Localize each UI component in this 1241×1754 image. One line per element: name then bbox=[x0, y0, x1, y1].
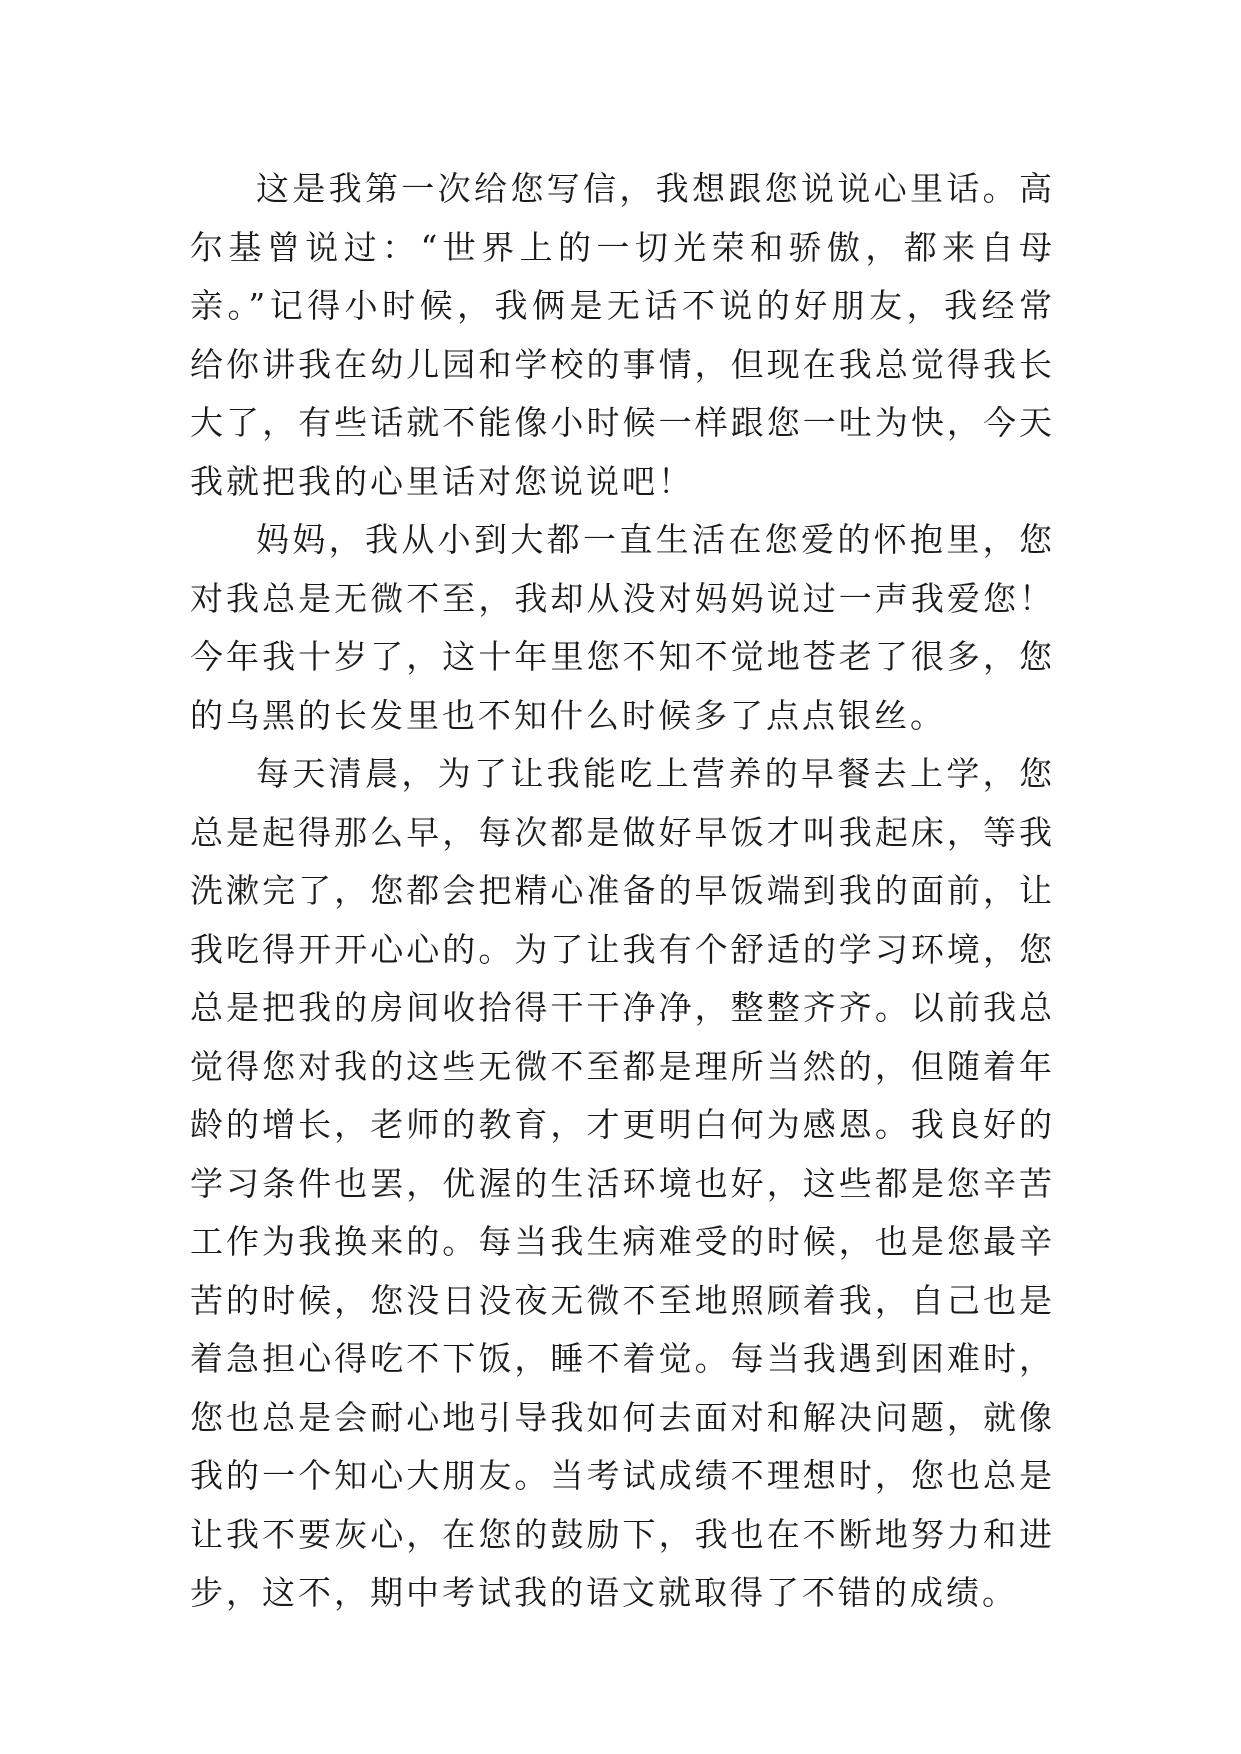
paragraph-3: 每天清晨，为了让我能吃上营养的早餐去上学，您总是起得那么早，每次都是做好早饭才叫我起床，等我洗漱完了，您都会把精心准备的早饭端到我的面前，让我吃得开开心心的。为了让我有个舒适的学习环境，您总是把我的房间收拾得干干净净，整整齐齐。以前我总觉得您对我的这些无微不至都是理所当然的，但随着年龄的增长，老师的教育，才更明白何为感恩。我良好的学习条件也罢，优渥的生活环境也好，这些都是您辛苦工作为我换来的。每当我生病难受的时候，也是您最辛苦的时候，您没日没夜无微不至地照顾着我，自己也是着急担心得吃不下饭，睡不着觉。每当我遇到困难时，您也总是会耐心地引导我如何去面对和解决问题，就像我的一个知心大朋友。当考试成绩不理想时，您也总是让我不要灰心，在您的鼓励下，我也在不断地努力和进步，这不，期中考试我的语文就取得了不错的成绩。 bbox=[190, 754, 1055, 1612]
paragraph-1: 这是我第一次给您写信，我想跟您说说心里话。高尔基曾说过：“世界上的一切光荣和骄傲，都来自母亲。”记得小时候，我俩是无话不说的好朋友，我经常给你讲我在幼儿园和学校的事情，但现在我总觉得我长大了，有些话就不能像小时候一样跟您一吐为快，今天我就把我的心里话对您说说吧！ bbox=[190, 169, 1055, 501]
letter-body bbox=[190, 160, 1055, 1623]
paragraph-2: 妈妈，我从小到大都一直生活在您爱的怀抱里，您对我总是无微不至，我却从没对妈妈说过一声我爱您！今年我十岁了，这十年里您不知不觉地苍老了很多，您的乌黑的长发里也不知什么时候多了点点银丝。 bbox=[190, 520, 1055, 735]
